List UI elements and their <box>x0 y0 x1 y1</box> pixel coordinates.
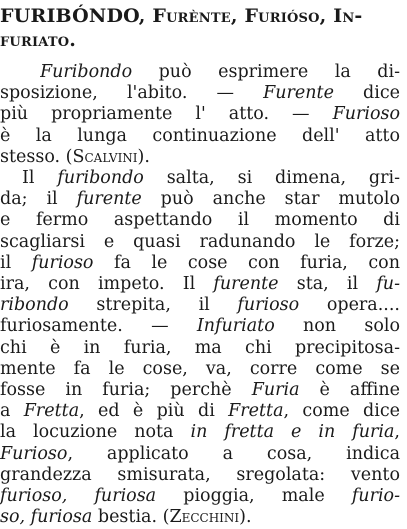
entry-headword-line-2 <box>0 28 400 52</box>
italic-term: so, furiosa <box>0 507 93 528</box>
italic-term: furente <box>76 189 142 210</box>
text-span: stesso. ( <box>0 146 73 167</box>
headword-infuriato-part-2: furiato. <box>0 29 77 51</box>
author-citation: Scalvini <box>72 146 138 167</box>
italic-term: Infuriato <box>196 316 275 337</box>
text-span: è affine <box>299 380 400 400</box>
text-span: strepita, il <box>68 295 238 316</box>
italic-term: furio- <box>351 486 400 506</box>
italic-term: Fretta <box>23 401 80 422</box>
text-span: fa le cose con furia, con <box>93 252 400 273</box>
headword-furioso: Furióso <box>244 5 320 27</box>
text-span: ). <box>239 507 252 528</box>
headword-infuriato-part-1: In- <box>333 5 363 27</box>
text-span: bestia. ( <box>92 507 170 528</box>
text-span: , applicato a cosa, indica <box>67 443 400 464</box>
text-span: mente fa le cose, va, corre come se <box>0 358 400 379</box>
text-span: opera.... <box>299 295 400 316</box>
entry-text-line <box>0 505 400 529</box>
text-span: e fermo aspettando il momento di <box>0 210 400 231</box>
headword-furente: Furènte <box>152 5 231 27</box>
italic-term: furioso <box>237 295 300 316</box>
text-span: , ed è più di <box>79 401 229 422</box>
text-span: può esprimere la di- <box>132 62 400 82</box>
text-span: non solo <box>274 316 400 337</box>
text-span: il <box>0 252 32 273</box>
text-span: più propriamente l' atto. — <box>0 104 333 125</box>
italic-term: Fretta <box>228 401 284 422</box>
italic-term: Furioso <box>332 104 400 125</box>
text-span: è la lunga continuazione dell' atto <box>0 125 400 146</box>
italic-term: fu- <box>376 274 400 294</box>
text-span: chi è in furia, ma chi precipitosa- <box>0 337 400 358</box>
text-span: ). <box>137 146 150 167</box>
text-span: sta, il <box>278 274 377 294</box>
italic-term: Furioso <box>0 443 68 464</box>
author-citation: Zecchini <box>169 507 240 528</box>
text-span: la locuzione nota <box>0 422 191 443</box>
text-span: a <box>0 401 24 422</box>
text-span: sposizione, l'abito. — <box>0 83 264 104</box>
italic-term: Furente <box>263 83 334 104</box>
text-span: furiosamente. — <box>0 316 197 337</box>
text-span: fosse in furia; perchè <box>0 380 252 400</box>
text-span: pioggia, male <box>156 486 352 506</box>
text-span: può anche star mutolo <box>141 189 400 210</box>
italic-term: in fretta e in furia <box>190 422 395 443</box>
text-span: , come dice <box>283 401 400 422</box>
text-span: salta, si dimena, gri- <box>143 168 400 188</box>
headword-furibondo: FURIBÓNDO <box>0 5 139 27</box>
italic-term: furioso <box>31 252 94 273</box>
text-span: ira, con impeto. Il <box>0 274 214 294</box>
italic-term: ribondo <box>0 295 69 316</box>
text-span: Il <box>22 168 58 188</box>
italic-term: Furibondo <box>40 62 133 82</box>
entry-headword-line-1: FURIBÓNDO, Furènte, Furióso, In- <box>0 5 363 27</box>
text-span: dice <box>333 83 400 104</box>
italic-term: furibondo <box>57 168 144 188</box>
italic-term: Furia <box>251 380 300 400</box>
text-span: scagliarsi e quasi radunando le forze; <box>0 231 400 252</box>
text-span: , <box>394 422 400 443</box>
italic-term: furente <box>213 274 279 294</box>
italic-term: furioso, furiosa <box>0 486 157 506</box>
text-span: da; il <box>0 189 77 210</box>
text-span: grandezza smisurata, sregolata: vento <box>0 464 400 485</box>
